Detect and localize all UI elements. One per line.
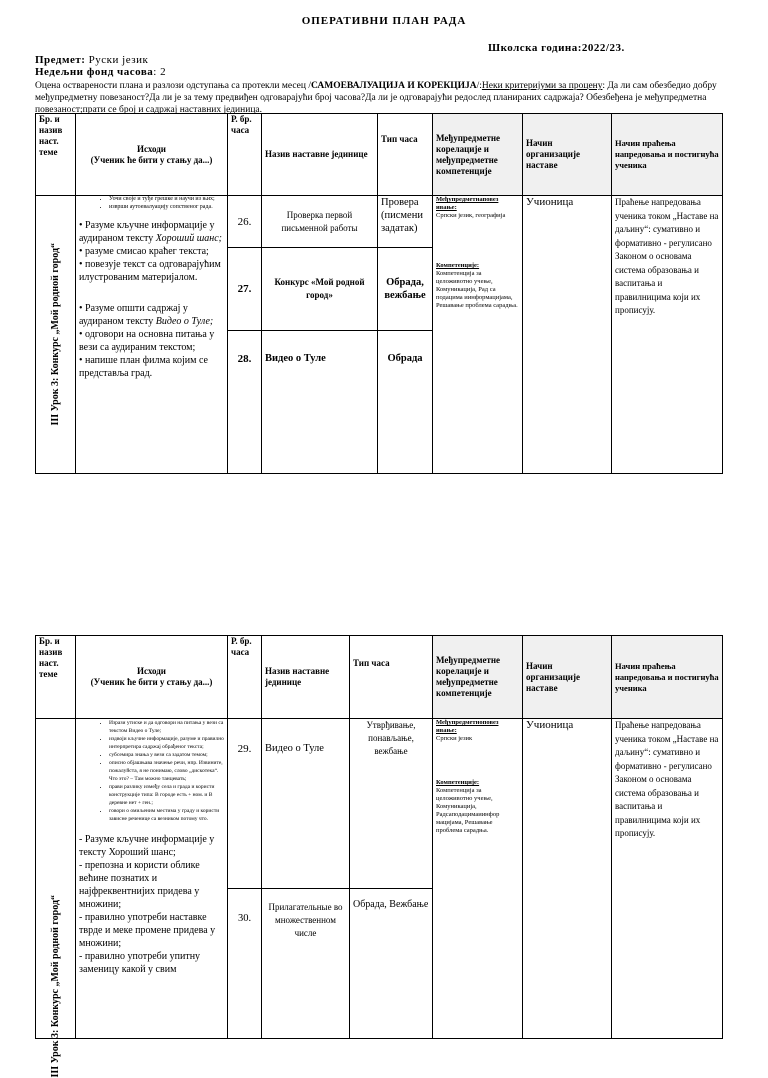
outcome-text: • Разуме општи садржај у аудираном тексту (79, 303, 188, 327)
outcome-text: • напише план филма којим се представља град. (79, 355, 208, 379)
col-outcomes (76, 114, 228, 196)
outcomes-cell (76, 196, 228, 474)
plan-table-1 (35, 113, 723, 474)
lesson-number: 29. (228, 719, 262, 889)
table-row (36, 196, 723, 248)
subject-line (35, 54, 148, 66)
col-unit: Назив наставне јединице (262, 114, 378, 196)
lesson-number: 30. (228, 889, 262, 1039)
weekly-label: Недељни фонд часова (35, 66, 154, 78)
subject-label: Предмет: (35, 54, 86, 66)
outcome-text: • разуме смисао краћег текста; (79, 246, 209, 257)
col-outcomes-label: Исходи (136, 143, 166, 154)
list-item: • изврши аутоевалуацију сопственог рада. (109, 204, 224, 212)
outcomes-cell (76, 719, 228, 1039)
topic-cell (36, 196, 76, 474)
lesson-type: Утврђивање, понављање, вежбање (350, 719, 433, 889)
list-item: • прави разлику између села и града и користи конструкције типа: В городе есть + ном. и В деревне нет + ген.; (109, 783, 224, 807)
outcome-text: - правилно употреби упитну заменицу какой у свим (79, 951, 201, 975)
col-topic: Бр. и назив наст. теме (36, 114, 76, 196)
col-lesson-no: Р. бр. часа (228, 636, 262, 719)
lesson-type: Обрада, вежбање (378, 248, 433, 331)
competences-text: Компетенција за целоживотно учење, Комуникација, Радсаподацимаиинфор мацијама, Решавање проблема сарадња. (436, 787, 500, 834)
outcome-text-italic: Видео о Туле; (155, 316, 214, 327)
list-item: • говори о омиљеним местима у граду и користи зависне реченице са везником потому что. (109, 807, 224, 823)
col-outcomes (76, 636, 228, 719)
subject-value: Руски језик (88, 54, 149, 66)
eval-criteria: Неки критеријуми за процену (481, 81, 603, 91)
col-organization: Начин организације наставе (523, 636, 612, 719)
outcome-text-italic: Хороший шанс; (155, 233, 223, 244)
correlation-subjects: Српски језик, географија (436, 212, 506, 219)
organization-cell: Учионица (523, 719, 612, 1039)
correlation-subjects: Српски језик (436, 735, 473, 742)
col-organization: Начин организације наставе (523, 114, 612, 196)
eval-bold: САМОЕВАЛУАЦИЈА И КОРЕКЦИЈА (310, 81, 477, 91)
eval-text-1: Оцена остварености плана и разлози одступања са протекли месец / (35, 81, 311, 91)
topic-cell (36, 719, 76, 1078)
col-type: Тип часа (378, 114, 433, 196)
col-outcomes-label: Исходи (136, 666, 166, 676)
tracking-cell: Праћење напредовања ученика током „Наставе на даљину“: сумативно и формативно - регулисано Законом о основама система образовања и васпитања и правилницима који их прописују. (612, 719, 723, 1039)
competences-heading: Компетенције: (436, 779, 480, 786)
organization-cell: Учионица (523, 196, 612, 474)
page-title: ОПЕРАТИВНИ ПЛАН РАДА (301, 15, 467, 27)
outcome-text: • одговори на основна питања у вези са аудираним текстом; (79, 329, 215, 353)
weekly-line (35, 66, 166, 78)
col-type: Тип часа (350, 636, 433, 719)
table-row (36, 719, 723, 889)
outcome-text: • повезује текст са одговарајућим илустрованим материјалом. (79, 259, 221, 283)
eval-text-3: : Да ли сам обезбедио добру међупредметну повезаност?Да ли је за тему предвиђен одговарајући број часова?Да ли је одговарајући редослед планираних садржаја? Обезбеђена је међупредметна повезаност;прати се број и садржај наставних јединица. (35, 81, 717, 115)
unit-name: Конкурс «Мой родной город» (262, 248, 378, 331)
lesson-number: 28. (228, 331, 262, 474)
correlation-heading: Међупредметноповез ивање: (436, 719, 499, 734)
outcomes-block-a (79, 219, 224, 284)
col-lesson-no: Р. бр. часа (228, 114, 262, 196)
topic-label: III Урок 3: Конкурс „Мой родной город“ (50, 243, 61, 426)
correlation-heading: Међупредметнаповез ивање: (436, 196, 499, 211)
list-item: • Уочи своје и туђе грешке и научи из њих; (109, 196, 224, 204)
lesson-number: 27. (228, 248, 262, 331)
list-item: • издвоји кључне информације, разуме и правилно интерпретира садржај обрађеног текста; (109, 735, 224, 751)
outcomes-block-b (79, 302, 224, 380)
topic-label: III Урок 3: Конкурс „Мой родной город“ (50, 895, 61, 1078)
unit-name: Видео о Туле (262, 719, 350, 889)
outcome-text: - правилно употреби наставке тврде и меке промене придева у множини; (79, 912, 216, 949)
plan-table-2 (35, 635, 723, 1078)
eval-text-2: /: (476, 81, 482, 91)
lesson-type: Провера (писмени задатак) (378, 196, 433, 248)
outcomes-block-a (79, 833, 224, 976)
competences-text: Компетенција за целоживотно учење, Комуникација, Рад са подацима иинформацијама, Решавање проблема сарадња. (436, 270, 518, 309)
col-correlation: Међупредметне корелације и међупредметне компетенције (433, 636, 523, 719)
school-year: Школска година:2022/23. (488, 42, 625, 54)
list-item: • Изрази утиске и да одговори на питања у вези са текстом Видео о Туле; (109, 719, 224, 735)
lesson-number: 26. (228, 196, 262, 248)
outcome-text: - препозна и користи облике већине познатих и најфреквентнијих придева у множини; (79, 860, 200, 910)
unit-name: Видео о Туле (262, 331, 378, 474)
outcomes-list-small (79, 196, 224, 211)
table-header-row (36, 636, 723, 719)
col-outcomes-sub: (Ученик ће бити у стању да...) (90, 677, 213, 687)
list-item: • субсемира знања у вези са задатом темом; (109, 751, 224, 759)
correlation-cell (433, 196, 523, 474)
tracking-cell: Праћење напредовања ученика током „Наставе на даљину“: сумативно и формативно - регулисано Законом о основама система образовања и васпитања и правилницима који их прописују. (612, 196, 723, 474)
evaluation-note (35, 80, 735, 116)
unit-name: Прилагательные во множественном числе (262, 889, 350, 1039)
outcomes-list-small (79, 719, 224, 823)
weekly-value: : 2 (153, 66, 167, 78)
list-item: • описно објашњава значење речи, нпр. Извините, пожалуйста, я не понимаю, слово „дискотека“. Что это? – Там можно танцевать; (109, 759, 224, 783)
col-topic: Бр. и назив наст. теме (36, 636, 76, 719)
unit-name: Проверка первой письменной работы (262, 196, 378, 248)
col-tracking: Начин праћења напредовања и постигнућа ученика (612, 114, 723, 196)
lesson-type: Обрада, Вежбање (350, 889, 433, 1039)
table-header-row (36, 114, 723, 196)
col-unit: Назив наставне јединице (262, 636, 350, 719)
col-correlation: Међупредметне корелације и међупредметне компетенције (433, 114, 523, 196)
outcome-text: • Разуме кључне информације у аудираном тексту (79, 220, 215, 244)
correlation-cell (433, 719, 523, 1039)
col-outcomes-sub: (Ученик ће бити у стању да...) (90, 154, 213, 165)
col-tracking: Начин праћења напредовања и постигнућа ученика (612, 636, 723, 719)
competences-heading: Компетенције: (436, 262, 480, 269)
lesson-type: Обрада (378, 331, 433, 474)
outcome-text: - Разуме кључне информације у тексту Хороший шанс; (79, 834, 215, 858)
